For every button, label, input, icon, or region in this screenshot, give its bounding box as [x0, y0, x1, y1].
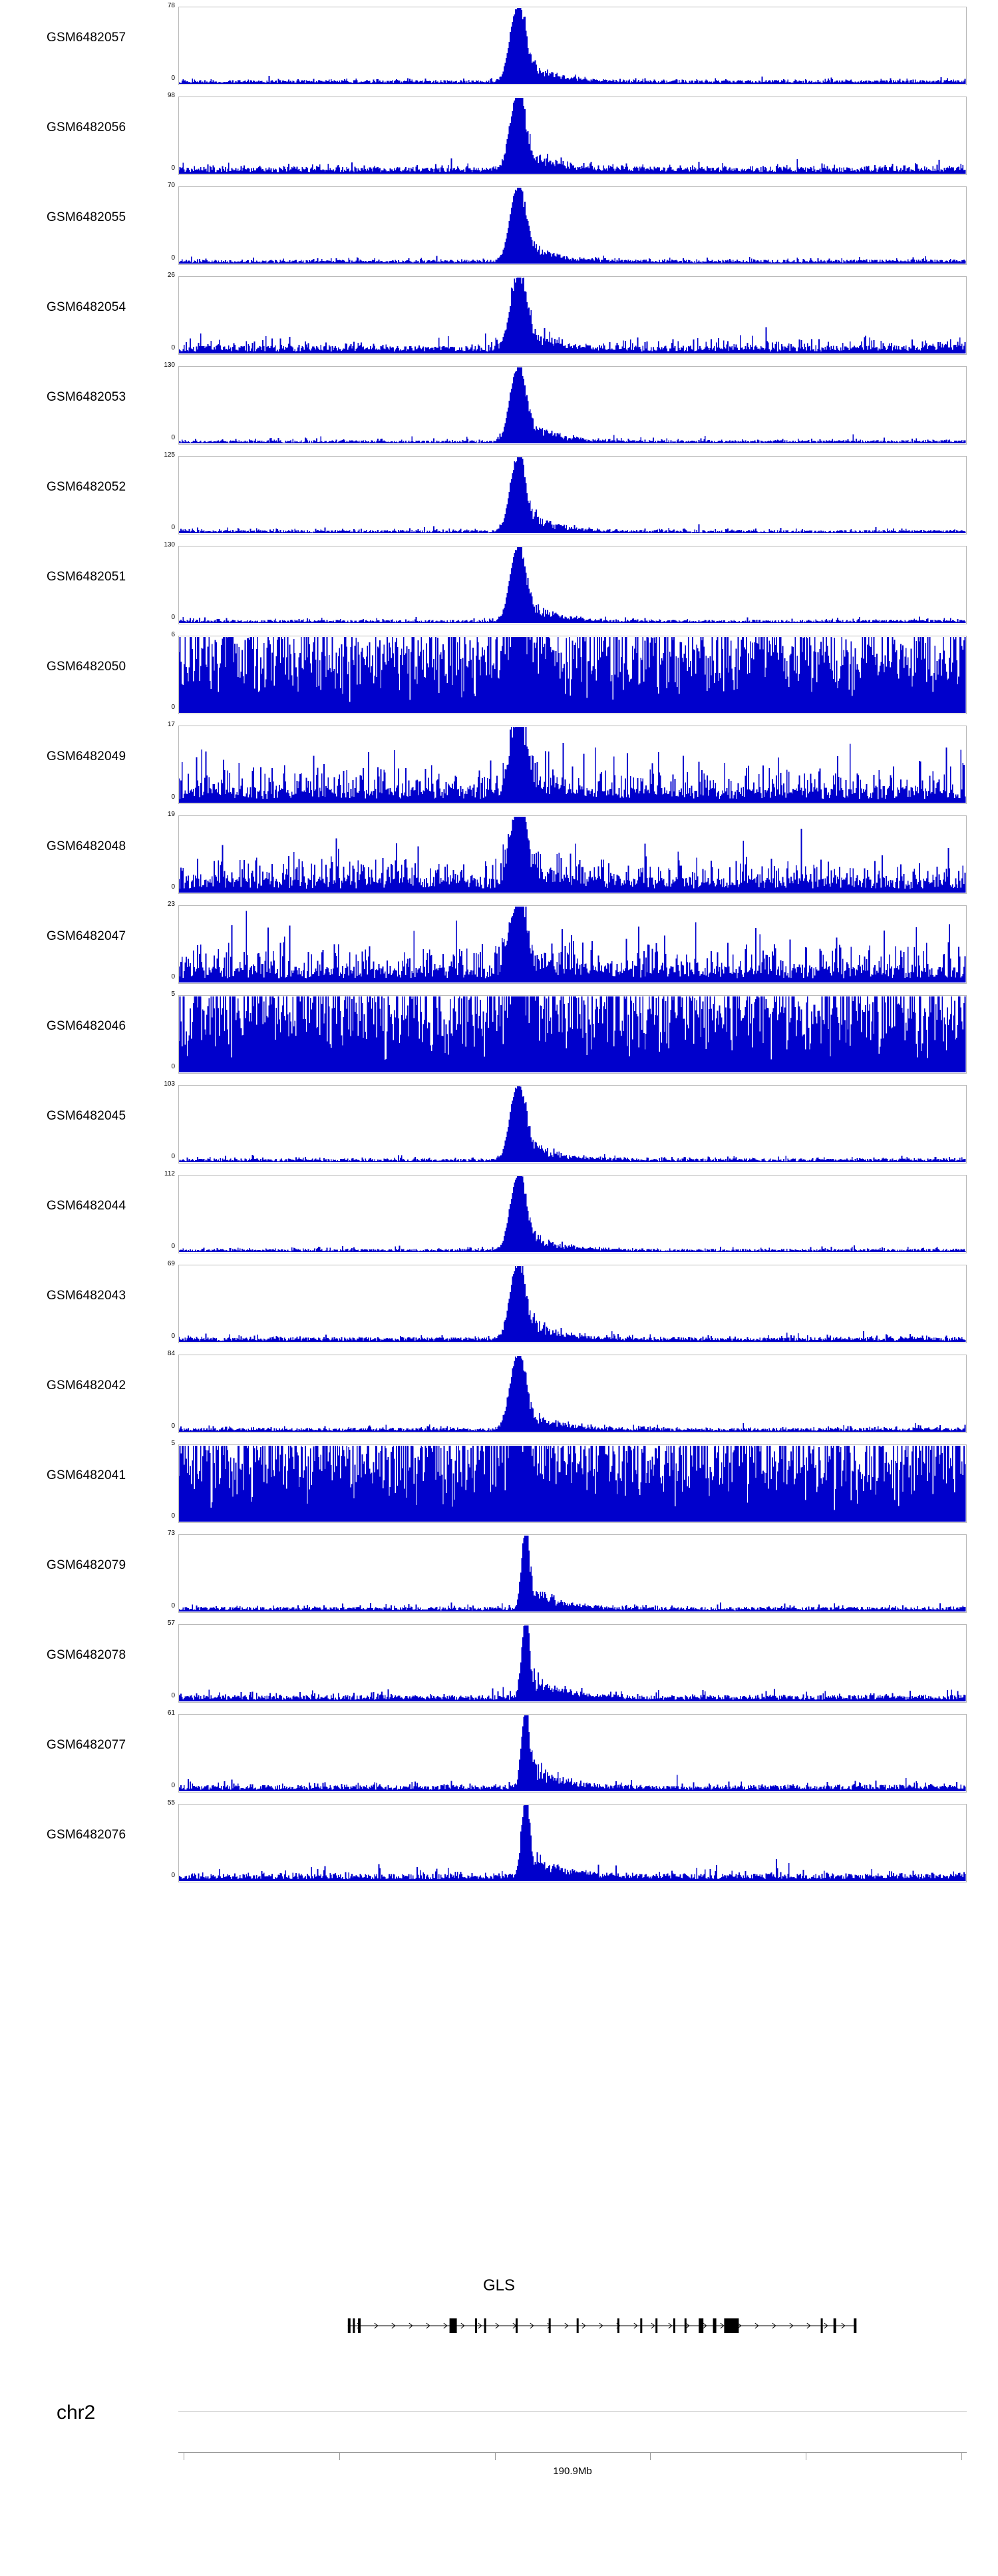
track-axis-min: 0: [171, 793, 175, 801]
track-row: [0, 1528, 998, 1617]
track-sample-label: GSM6482041: [47, 1468, 126, 1482]
track-sample-label: GSM6482052: [47, 480, 126, 494]
track-sample-label: GSM6482054: [47, 300, 126, 314]
gene-model-panel: [0, 2276, 998, 2376]
track-sample-label: GSM6482078: [47, 1648, 126, 1662]
track-row: [0, 90, 998, 180]
track-row: [0, 809, 998, 899]
track-signal-plot: [178, 636, 967, 714]
track-row: [0, 1348, 998, 1438]
track-axis-max: 84: [167, 1350, 175, 1357]
track-sample-label: GSM6482056: [47, 120, 126, 134]
coordinate-ruler: [178, 2452, 967, 2479]
chromosome-panel: [0, 2390, 998, 2509]
track-sample-label: GSM6482043: [47, 1289, 126, 1303]
track-axis-max: 57: [167, 1619, 175, 1627]
track-row: [0, 629, 998, 719]
track-row: [0, 539, 998, 629]
track-axis-max: 98: [167, 92, 175, 99]
track-signal-plot: [178, 1265, 967, 1343]
track-row: [0, 1168, 998, 1258]
track-signal-plot: [178, 1355, 967, 1433]
track-axis-max: 17: [167, 721, 175, 728]
track-signal-plot: [178, 1085, 967, 1164]
track-row: [0, 1707, 998, 1797]
ruler-tick: [495, 2452, 496, 2460]
track-axis-max: 78: [167, 2, 175, 9]
track-axis-max: 19: [167, 811, 175, 818]
track-signal-plot: [178, 7, 967, 85]
track-row: [0, 180, 998, 270]
track-signal-plot: [178, 97, 967, 175]
track-signal-plot: [178, 1534, 967, 1613]
track-row: [0, 988, 998, 1078]
track-row: [0, 270, 998, 359]
track-signal-plot: [178, 1804, 967, 1882]
track-signal-plot: [178, 366, 967, 445]
track-signal-plot: [178, 456, 967, 535]
track-axis-min: 0: [171, 344, 175, 351]
track-axis-max: 130: [164, 361, 175, 369]
track-axis-max: 70: [167, 182, 175, 189]
track-sample-label: GSM6482044: [47, 1199, 126, 1213]
ruler-tick: [650, 2452, 651, 2460]
track-row: [0, 719, 998, 809]
track-row: [0, 359, 998, 449]
track-axis-min: 0: [171, 434, 175, 441]
track-row: [0, 449, 998, 539]
track-axis-max: 26: [167, 272, 175, 279]
track-axis-min: 0: [171, 1512, 175, 1520]
track-signal-plot: [178, 546, 967, 624]
chromosome-label: chr2: [57, 2402, 96, 2424]
ruler-tick: [339, 2452, 340, 2460]
track-signal-plot: [178, 726, 967, 804]
track-axis-max: 6: [171, 631, 175, 638]
track-signal-plot: [178, 186, 967, 265]
track-axis-min: 0: [171, 1422, 175, 1430]
ruler-center-label: 190.9Mb: [553, 2466, 592, 2477]
track-axis-min: 0: [171, 883, 175, 891]
track-sample-label: GSM6482051: [47, 570, 126, 584]
track-axis-min: 0: [171, 1872, 175, 1879]
track-axis-max: 5: [171, 990, 175, 998]
track-signal-plot: [178, 1444, 967, 1523]
track-axis-max: 61: [167, 1709, 175, 1717]
track-axis-min: 0: [171, 254, 175, 262]
track-axis-max: 69: [167, 1260, 175, 1267]
track-sample-label: GSM6482042: [47, 1379, 126, 1393]
track-sample-label: GSM6482057: [47, 31, 126, 45]
track-sample-label: GSM6482048: [47, 839, 126, 853]
ruler-tick: [961, 2452, 962, 2460]
track-row: [0, 1258, 998, 1348]
track-signal-plot: [178, 1714, 967, 1793]
ruler-axis-line: [178, 2452, 967, 2453]
track-axis-min: 0: [171, 524, 175, 531]
track-sample-label: GSM6482049: [47, 750, 126, 763]
track-signal-plot: [178, 1175, 967, 1253]
track-row: [0, 1438, 998, 1528]
track-axis-min: 0: [171, 1243, 175, 1250]
track-axis-min: 0: [171, 614, 175, 621]
track-row: [0, 0, 998, 90]
chromosome-ideogram: [178, 2411, 967, 2412]
track-sample-label: GSM6482055: [47, 210, 126, 224]
track-axis-max: 112: [164, 1170, 175, 1178]
track-axis-max: 55: [167, 1799, 175, 1807]
track-sample-label: GSM6482050: [47, 660, 126, 674]
track-sample-label: GSM6482053: [47, 390, 126, 404]
track-axis-min: 0: [171, 1602, 175, 1610]
track-axis-max: 125: [164, 451, 175, 459]
track-signal-plot: [178, 276, 967, 355]
track-row: [0, 1617, 998, 1707]
track-axis-max: 73: [167, 1530, 175, 1537]
track-axis-max: 5: [171, 1440, 175, 1447]
track-row: [0, 899, 998, 988]
track-axis-min: 0: [171, 1692, 175, 1699]
track-axis-min: 0: [171, 1782, 175, 1789]
track-axis-max: 103: [164, 1080, 175, 1088]
track-signal-plot: [178, 905, 967, 984]
track-sample-label: GSM6482076: [47, 1828, 126, 1842]
track-sample-label: GSM6482079: [47, 1558, 126, 1572]
track-signal-plot: [178, 1624, 967, 1703]
track-row: [0, 1078, 998, 1168]
track-axis-max: 23: [167, 901, 175, 908]
track-axis-min: 0: [171, 1333, 175, 1340]
track-sample-label: GSM6482045: [47, 1109, 126, 1123]
gene-model-track: [178, 2302, 967, 2348]
track-axis-min: 0: [171, 1153, 175, 1160]
track-axis-max: 130: [164, 541, 175, 548]
track-sample-label: GSM6482047: [47, 929, 126, 943]
track-axis-min: 0: [171, 75, 175, 82]
track-sample-label: GSM6482077: [47, 1738, 126, 1752]
track-axis-min: 0: [171, 164, 175, 172]
track-sample-label: GSM6482046: [47, 1019, 126, 1033]
track-row: [0, 1797, 998, 1887]
track-signal-plot: [178, 815, 967, 894]
track-axis-min: 0: [171, 1063, 175, 1070]
gene-label: GLS: [482, 2276, 516, 2294]
track-signal-plot: [178, 995, 967, 1074]
track-axis-min: 0: [171, 704, 175, 711]
track-axis-min: 0: [171, 973, 175, 980]
